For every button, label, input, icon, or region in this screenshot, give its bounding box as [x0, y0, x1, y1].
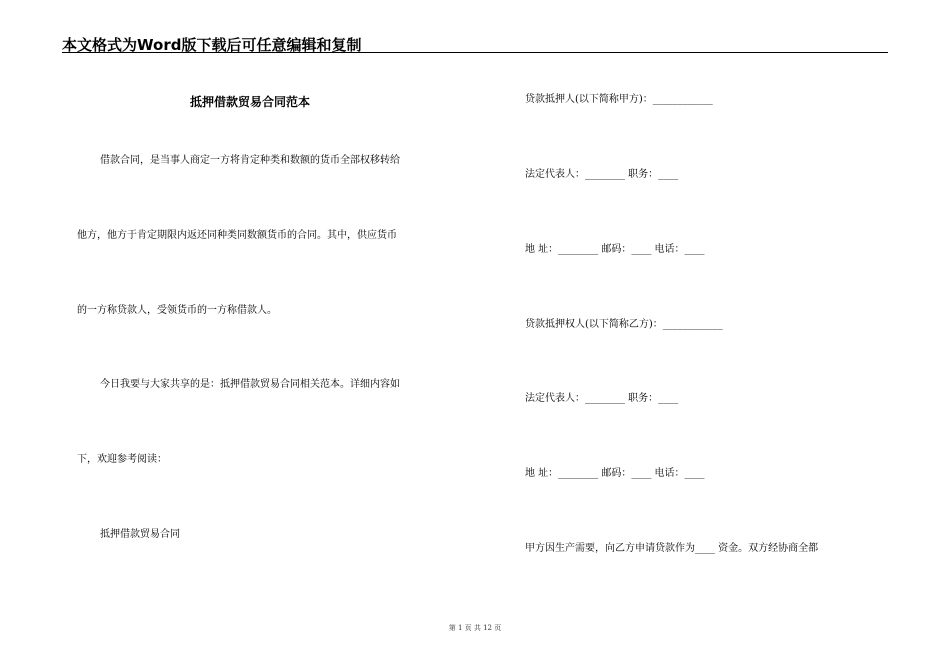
right-field-line: 贷款抵押人(以下简称甲方)：____________: [525, 94, 713, 105]
left-paragraph-line: 借款合同，是当事人商定一方将肯定种类和数额的货币全部权移转给: [100, 155, 400, 166]
right-field-line: 贷款抵押权人(以下简称乙方)：____________: [525, 319, 723, 330]
left-paragraph-line: 他方，他方于肯定期限内返还同种类同数额货币的合同。其中，供应货币: [77, 230, 397, 241]
right-field-line: 地 址：________ 邮码：____ 电话：____: [525, 244, 705, 255]
page-number: 第 1 页 共 12 页: [448, 624, 502, 632]
document-header: 本文格式为Word版下载后可任意编辑和复制: [62, 36, 362, 54]
contract-subtitle: 抵押借款贸易合同: [100, 529, 180, 540]
right-field-line: 法定代表人：________ 职务：____: [525, 393, 679, 404]
left-paragraph-line: 下，欢迎参考阅读：: [77, 454, 167, 465]
header-divider: [62, 52, 888, 53]
left-paragraph-line: 的一方称贷款人，受领货币的一方称借款人。: [77, 305, 277, 316]
right-field-line: 法定代表人：________ 职务：____: [525, 169, 679, 180]
left-paragraph-line: 今日我要与大家共享的是：抵押借款贸易合同相关范本。详细内容如: [100, 379, 400, 390]
document-title: 抵押借款贸易合同范本: [190, 95, 311, 109]
right-field-line: 甲方因生产需要，向乙方申请贷款作为____ 资金。双方经协商全都: [525, 543, 819, 554]
right-field-line: 地 址：________ 邮码：____ 电话：____: [525, 468, 705, 479]
